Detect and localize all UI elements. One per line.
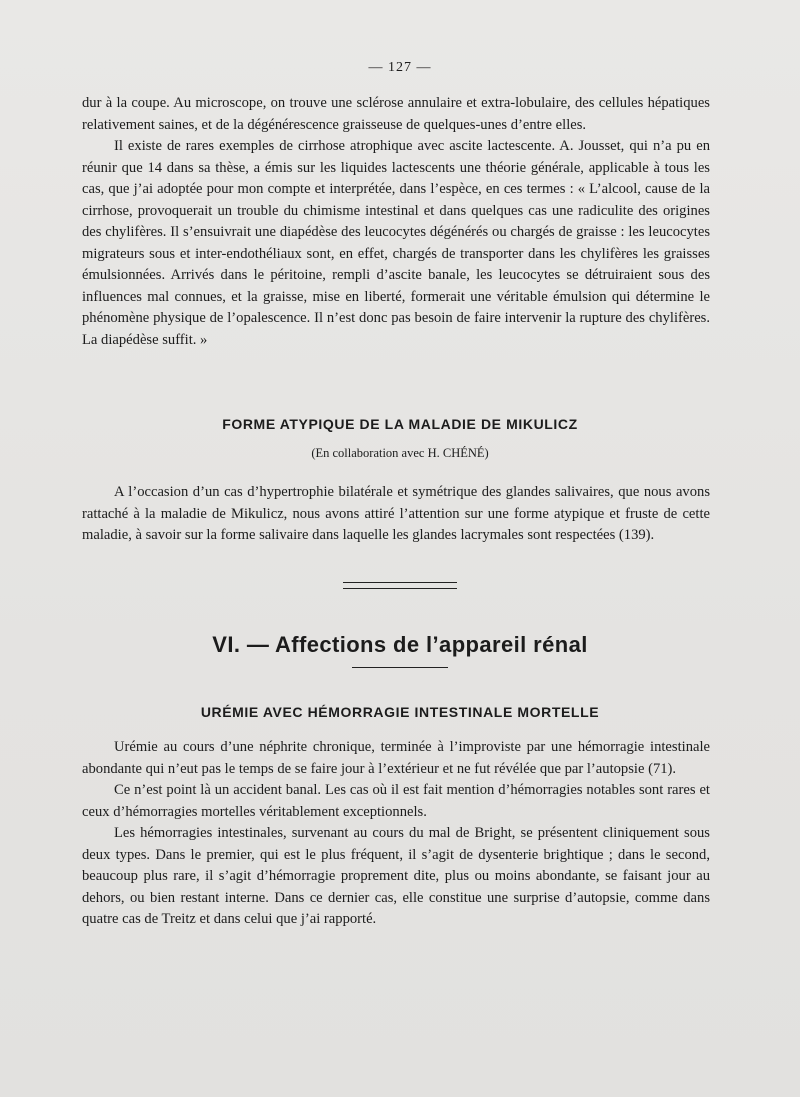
paragraph-uremie: Urémie au cours d’une néphrite chronique, terminée à l’improviste par une hémorragie intestinale abondante qui n’eut pas le temps de se faire jour à l’extérieur et ne fut révélée que par l’autopsie (71). [82,739,710,777]
section-title-mikulicz: FORME ATYPIQUE DE LA MALADIE DE MIKULICZ [222,416,578,432]
paragraph-hemorragies: Les hémorragies intestinales, survenant au cours du mal de Bright, se présentent cliniquement sous deux types. Dans le premier, qui est le plus fréquent, il s’agit de dysenterie brightique ; dans le second, beaucoup plus rare, il s’agit d’hémorragie proprement dite, plus ou moins abondante, se faisant jour au dehors, ou bien restant interne. Dans ce dernier cas, elle constitue une surprise d’autopsie, comme dans quatre cas de Treitz et dans celui que j’ai rapporté. [82,825,710,927]
paragraph-mikulicz: A l’occasion d’un cas d’hypertrophie bilatérale et symétrique des glandes salivaires, que nous avons rattaché à la maladie de Mikulicz, nous avons attiré l’attention sur une forme atypique et fruste de cette maladie, à savoir sur la forme salivaire dans laquelle les glandes lacrymales sont respectées (139). [82,484,710,543]
uremie-text-block [82,737,710,931]
paragraph-accident-banal: Ce n’est point là un accident banal. Les cas où il est fait mention d’hémorragies notables sont rares et ceux d’hémorragies mortelles véritablement exceptionnels. [82,782,710,820]
section-title-uremie: URÉMIE AVEC HÉMORRAGIE INTESTINALE MORTELLE [200,704,600,720]
chapter-title: VI. — Affections de l’appareil rénal [212,632,588,657]
cirrhosis-text-block [82,93,710,351]
page-number: — 127 — [368,60,432,75]
section-divider [343,582,457,589]
mikulicz-text-block [82,482,710,547]
paragraph-coupe: dur à la coupe. Au microscope, on trouve une sclérose annulaire et extra-lobulaire, des cellules hépatiques relativement saines, et de la dégénérescence graisseuse de quelques-unes d’entre elles. [82,95,710,133]
paragraph-ascite-lactescente: Il existe de rares exemples de cirrhose atrophique avec ascite lactescente. A. Jousset, qui n’a pu en réunir que 14 dans sa thèse, a émis sur les liquides lactescents une théorie générale, applicable à tous les cas, que j’ai adoptée pour mon compte et interprétée, dans l’espèce, en ces termes : « L’alcool, cause de la cirrhose, provoquerait un trouble du chimisme intestinal et dans quelques cas une radiculite des origines des chylifères. Il s’ensuivrait une diapédèse des leucocytes dégénérés ou chargés de graisse : les leucocytes migrateurs sous et inter-endothéliaux sont, en effet, chargés de transporter dans les chylifères les graisses émulsionnées. Arrivés dans le péritoine, rempli d’ascite banale, les leucocytes se détruiraient sous des influences mal connues, et la graisse, mise en liberté, formerait une véritable émulsion qui détermine le phénomène physique de l’opalescence. Il n’est donc pas besoin de faire intervenir la rupture des chylifères. La diapédèse suffit. » [82,138,710,348]
collaboration-note: (En collaboration avec H. CHÉNÉ) [311,446,489,460]
chapter-rule [352,667,448,668]
